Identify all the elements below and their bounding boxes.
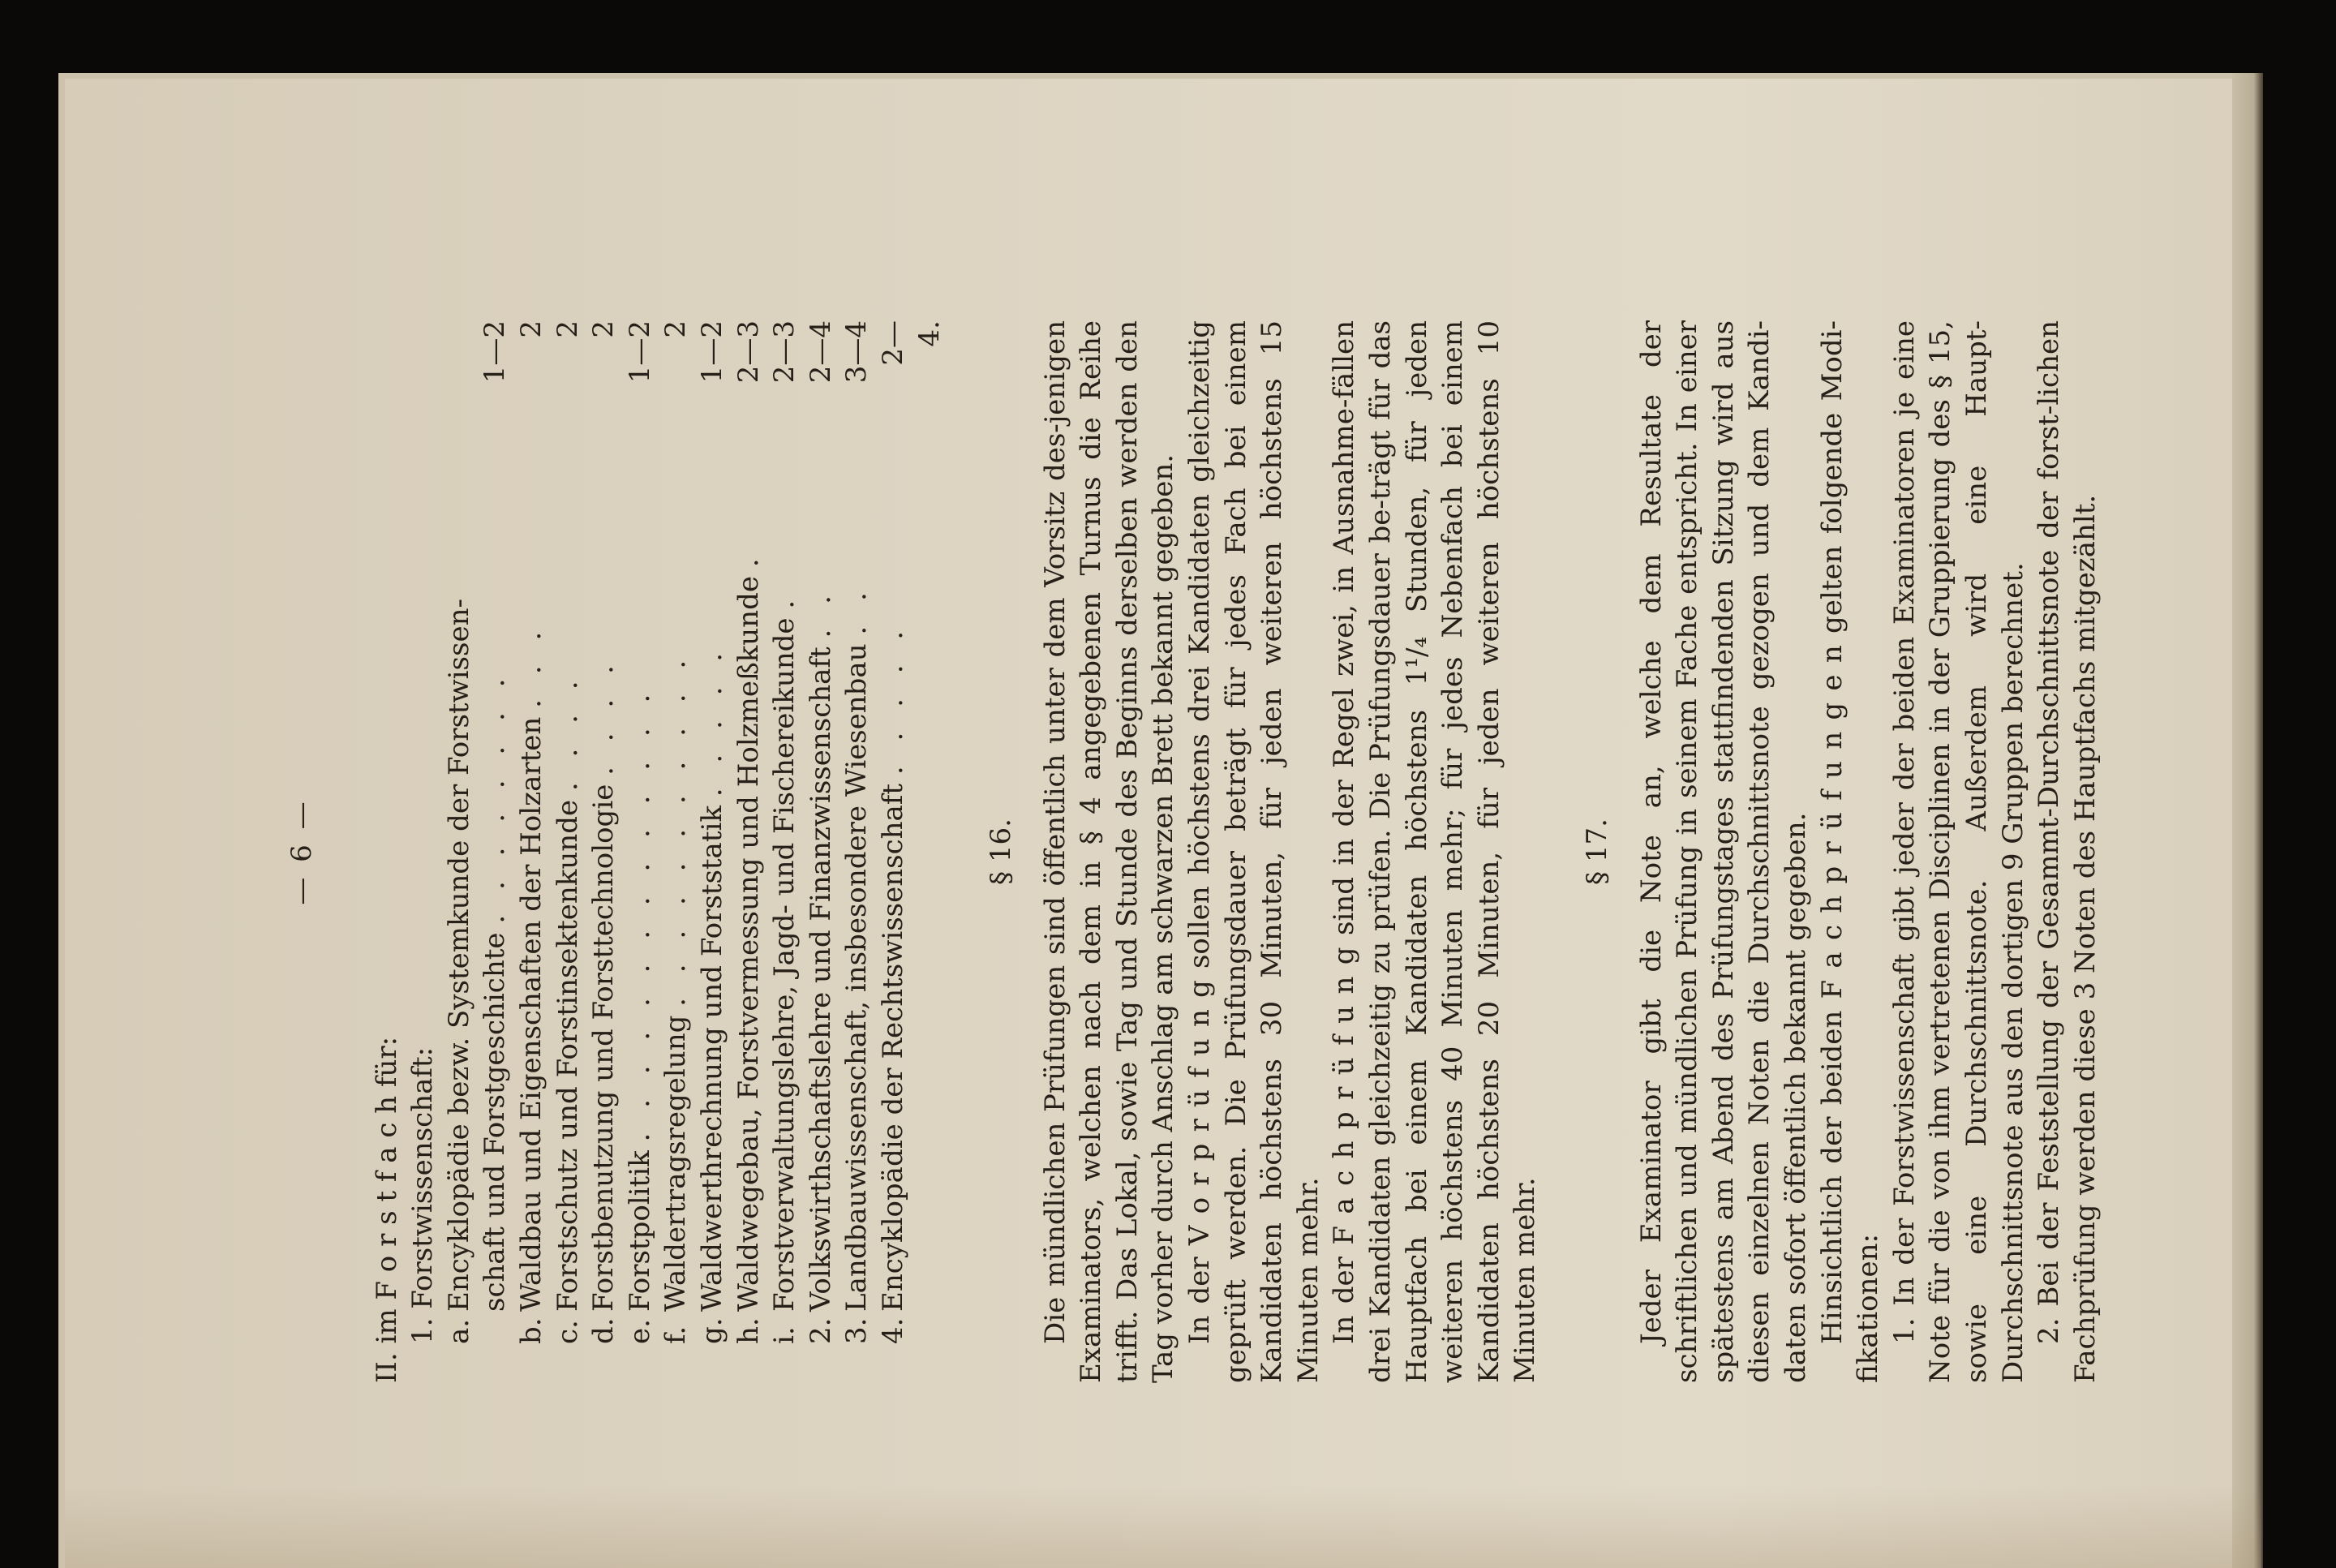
item-label: Waldbau und Eigenschaften der Holzarten . . . [514, 623, 548, 1312]
page-number-header: — 6 — [286, 798, 318, 905]
list-item-3 [839, 320, 875, 1383]
section-16-paragraph-1: Die mündlichen Prüfungen sind öffentlich unter dem Vorsitz des-jenigen Examinators, welchen nach dem in § 4 angegebenen Turnus die Reihe trifft. Das Lokal, sowie Tag und Stunde des Beginns derselben werden den Tag vorher durch Anschlag am schwarzen Brett bekannt gegeben. [1038, 320, 1180, 1383]
item-number: 2. [804, 1317, 837, 1344]
item-label: Landbauwissenschaft, insbesondere Wiesenbau . . [840, 584, 874, 1312]
item-value: 1—2 [623, 320, 656, 384]
item-letter: d. [587, 1317, 620, 1344]
list-item-a [441, 320, 478, 1383]
item-letter: b. [514, 1317, 548, 1344]
item-value: 2 [551, 320, 584, 338]
list-subtitle: 1. Forstwissenschaft: [406, 1046, 440, 1344]
list-item-4 [875, 320, 947, 1383]
list-item-b [513, 320, 550, 1383]
item-value: 2 [587, 320, 620, 338]
section-17-paragraph-2: Hinsichtlich der beiden F a c h p r ü f u n g e n gelten folgende Modi-fikationen: [1815, 320, 1885, 1383]
section-17-paragraph-4: 2. Bei der Feststellung der Gesammt-Durchschnittsnote der forst-lichen Fachprüfung werden diese 3 Noten des Hauptfachs mitgezählt. [2033, 320, 2102, 1383]
item-value: 1—2 [695, 320, 728, 384]
item-value: 3—4 [840, 320, 874, 384]
list-item-g [694, 320, 731, 1383]
item-value: 1—2 [479, 320, 512, 384]
item-label: Forstschutz und Forstinsektenkunde . . . . [551, 672, 584, 1312]
section-17-paragraph-1: Jeder Examinator gibt die Note an, welche dem Resultate der schriftlichen und mündlichen Prüfung in seinem Fache entspricht. In einer spätestens am Abend des Prüfungstages stattfindenden Sitzung wird aus diesen einzelnen Noten die Durchschnittsnote gezogen und dem Kandi-daten sofort öffentlich bekannt gegeben. [1634, 320, 1812, 1383]
item-label: Encyklopädie der Rechtswissenschaft . . . . . [876, 622, 909, 1312]
list-item-c [550, 320, 586, 1383]
item-label: Volkswirthschaftslehre und Finanzwissenschaft . . [804, 587, 837, 1312]
spine-shadow [65, 1484, 2261, 1568]
item-value: 2—3 [732, 320, 765, 384]
item-letter: f. [659, 1325, 693, 1344]
section-16-title: § 16. [985, 818, 1018, 885]
item-number: 3. [840, 1317, 874, 1344]
item-letter: e. [623, 1319, 656, 1344]
item-label: Encyklopädie bezw. Systemkunde der Forstwissen- [442, 599, 475, 1312]
item-label: Forstbenutzung und Forsttechnologie . . . . [587, 657, 620, 1312]
item-value: 2 [514, 320, 548, 338]
item-letter: h. [732, 1317, 765, 1344]
item-label: Waldwerthrechnung und Forststatik . . . . . [695, 644, 728, 1312]
item-value: 2—4. [876, 320, 946, 366]
section-17-title: § 17. [1581, 818, 1613, 885]
item-label: Waldwegebau, Forstvermessung und Holzmeßkunde . [732, 550, 765, 1312]
item-label: Waldertragsregelung . . . . . . . . . . . [659, 651, 693, 1312]
item-value: 2—4 [804, 320, 837, 384]
item-letter: a. [442, 1318, 475, 1344]
list-item-i [766, 320, 803, 1383]
list-title: II. im F o r s t f a c h für: [370, 1036, 403, 1383]
list-item-d [586, 320, 622, 1383]
list-item-e [622, 320, 659, 1383]
section-16-paragraph-3: In der F a c h p r ü f u n g sind in der Regel zwei, in Ausnahme-fällen drei Kandidaten gleichzeitig zu prüfen. Die Prüfungsdauer be-trägt für das Hauptfach bei einem Kandidaten höchstens 1¹/₄ Stunden, für jeden weiteren höchstens 40 Minuten mehr; für jedes Nebenfach bei einem Kandidaten höchstens 20 Minuten, für jeden weiteren höchstens 10 Minuten mehr. [1328, 320, 1542, 1383]
item-label: Forstverwaltungslehre, Jagd- und Fischereikunde . [768, 591, 801, 1312]
item-letter: g. [695, 1317, 728, 1344]
section-16-paragraph-2: In der V o r p r ü f u n g sollen höchstens drei Kandidaten gleichzeitig geprüft werden. Die Prüfungsdauer beträgt für jedes Fach bei einem Kandidaten höchstens 30 Minuten, für jeden weiteren höchstens 15 Minuten mehr. [1183, 320, 1325, 1383]
list-item-2 [803, 320, 840, 1383]
list-item-a-cont [477, 320, 513, 1383]
item-value: 2—3 [768, 320, 801, 384]
item-value: 2 [659, 320, 693, 338]
item-number: 4. [876, 1317, 909, 1344]
item-letter: c. [551, 1320, 584, 1344]
list-item-h [731, 320, 767, 1383]
item-label: Forstpolitik . . . . . . . . . . . . . . [623, 685, 656, 1312]
page-text-block [284, 320, 2102, 1383]
list-item-f [658, 320, 694, 1383]
page-fore-edge [2232, 73, 2263, 1568]
item-letter: i. [768, 1326, 801, 1344]
item-label-cont: schaft und Forstgeschichte . . . . . . . . [479, 670, 512, 1312]
section-17-paragraph-3: 1. In der Forstwissenschaft gibt jeder der beiden Examinatoren je eine Note für die von ihm vertretenen Disciplinen in der Gruppierung des § 15, sowie eine Durchschnittsnote. Außerdem wird eine Haupt-Durchschnittsnote aus den dortigen 9 Gruppen berechnet. [1887, 320, 2029, 1383]
